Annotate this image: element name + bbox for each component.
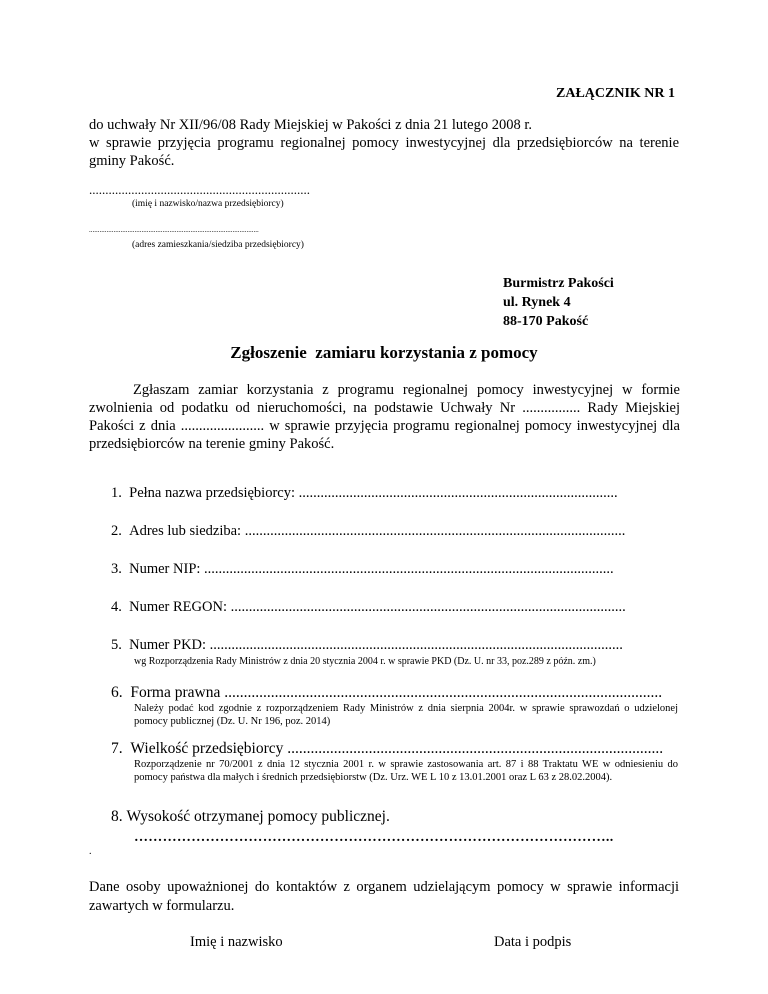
item-3 [111, 561, 614, 578]
intro-text [89, 116, 679, 170]
item-4 [111, 599, 626, 616]
address-field-label: (adres zamieszkania/siedziba przedsiębiorcy) [132, 240, 304, 250]
intro-line-1: do uchwały Nr XII/96/08 Rady Miejskiej w Pakości z dnia 21 lutego 2008 r. [89, 117, 532, 133]
recipient-block [503, 274, 614, 331]
stray-mark: . [89, 846, 92, 857]
item-5 [111, 637, 623, 654]
contact-text: Dane osoby upoważnionej do kontaktów z organem udzielającym pomocy w sprawie informacji zawartych w formularzu. [89, 879, 679, 914]
item-text: Numer REGON: ............................................................................................................. [129, 599, 626, 615]
item-8 [111, 808, 390, 826]
item-number: 5. [111, 637, 122, 653]
annex-title: ZAŁĄCZNIK NR 1 [556, 86, 676, 101]
name-field-label: (imię i nazwisko/nazwa przedsiębiorcy) [132, 199, 284, 209]
item-number: 4. [111, 599, 122, 615]
item-text: Pełna nazwa przedsiębiorcy: ........................................................................................ [129, 485, 618, 501]
page-title: Zgłoszenie zamiaru korzystania z pomocy [230, 343, 538, 362]
recipient-line-2: ul. Rynek 4 [503, 295, 571, 310]
item-6 [111, 684, 662, 702]
item-text: Numer PKD: .................................................................................................................. [129, 637, 623, 653]
item-number: 2. [111, 523, 122, 539]
item-2 [111, 523, 625, 540]
intro-line-2: w sprawie przyjęcia programu regionalnej pomocy inwestycyjnej dla przedsiębiorców na terenie gminy Pakość. [89, 135, 679, 169]
item-7-note: Rozporządzenie nr 70/2001 z dnia 12 stycznia 2001 r. w sprawie zastosowania art. 87 i 88 Traktatu WE w odniesieniu do pomocy państwa dla małych i średnich przedsiębiorstw (Dz. Urz. WE L 10 z 13.01.2001 oraz L 63 z 28.02.2004). [134, 759, 678, 783]
item-8-dots: ……………………………………………………………………………………….. [134, 830, 614, 845]
item-5-note: wg Rozporządzenia Rady Ministrów z dnia 20 stycznia 2004 r. w sprawie PKD (Dz. U. nr 33, poz.289 z późn. zm.) [134, 656, 596, 667]
name-field-dots: .................................................................... [89, 182, 310, 197]
item-text: Adres lub siedziba: ......................................................................................................... [129, 523, 626, 539]
item-number: 1. [111, 485, 122, 501]
signature-date-label: Data i podpis [494, 934, 572, 950]
item-7 [111, 740, 663, 758]
item-number: 7. [111, 740, 123, 757]
item-6-note: Należy podać kod zgodnie z rozporządzeniem Rady Ministrów z dnia sierpnia 2004r. w sprawie sprawozdań o udzielonej pomocy publicznej (Dz. U. Nr 196, poz. 2014) [134, 703, 678, 727]
signature-name-label: Imię i nazwisko [190, 934, 283, 950]
item-number: 6. [111, 684, 123, 701]
item-text: Wysokość otrzymanej pomocy publicznej. [126, 808, 390, 825]
item-text: Numer NIP: ................................................................................................................. [129, 561, 614, 577]
recipient-line-3: 88-170 Pakość [503, 314, 589, 329]
item-text: Forma prawna ................................................................................................................. [130, 684, 663, 701]
address-field-dots: ................................................................................................. [89, 226, 259, 234]
item-number: 8. [111, 808, 123, 825]
item-1 [111, 485, 618, 502]
declaration-paragraph: Zgłaszam zamiar korzystania z programu regionalnej pomocy inwestycyjnej w formie zwolnienia od podatku od nieruchomości, na podstawie Uchwały Nr ................ Rady Miejskiej Pakości z dnia ....................... w sprawie przyjęcia programu regionalnej pomocy inwestycyjnej dla przedsiębiorców na terenie gminy Pakość. [89, 382, 680, 452]
item-text: Wielkość przedsiębiorcy ................................................................................................. [130, 740, 664, 757]
recipient-line-1: Burmistrz Pakości [503, 276, 614, 291]
item-number: 3. [111, 561, 122, 577]
